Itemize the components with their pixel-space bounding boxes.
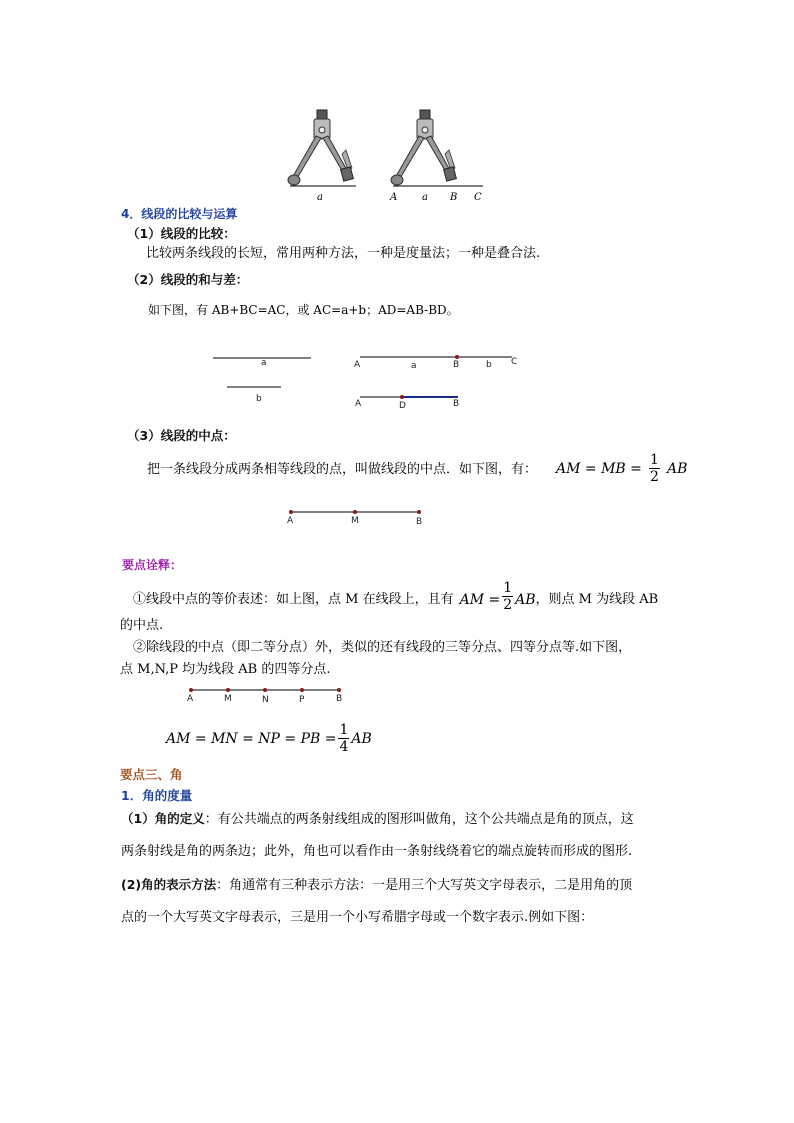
compass-figure-left — [280, 108, 370, 208]
adb-label-D: D — [399, 401, 406, 411]
fraction-one-half — [649, 452, 660, 485]
fraction-numerator: 1 — [649, 452, 659, 468]
note-item1-formula-right: AB — [515, 591, 536, 608]
section3-p2-label: (2)角的表示方法 — [121, 877, 217, 892]
note-title: 要点诠释： — [122, 558, 183, 572]
section3-p1-label: （1）角的定义 — [121, 811, 205, 826]
adb-label-B: B — [453, 399, 460, 409]
point-A — [189, 688, 193, 692]
fraction-one-quarter — [338, 722, 349, 755]
fraction-denominator: 2 — [503, 597, 513, 613]
note-item2-line2: 点 M,N,P 均为线段 AB 的四等分点. — [120, 662, 331, 677]
section3-p1-text: ：有公共端点的两条射线组成的图形叫做角，这个公共端点是角的顶点，这 — [204, 812, 634, 827]
section4-sub2-text: 如下图，有 AB+BC=AC，或 AC=a+b；AD=AB-BD。 — [148, 303, 459, 317]
midpoint-formula-left: AM = MB = — [556, 461, 642, 477]
compass-right-label-C: C — [474, 192, 482, 203]
segment-abc — [360, 352, 520, 362]
compass-right-label-B: B — [450, 192, 458, 203]
fraction-one-half-note — [502, 580, 513, 613]
segment-adb — [360, 392, 464, 402]
abc-label-a: a — [411, 361, 417, 371]
note-item1-formula-left: AM = — [459, 591, 501, 608]
quarter-formula-left: AM = MN = NP = PB = — [166, 730, 337, 747]
section3-p2-line1 — [121, 876, 632, 895]
section4-title: 4．线段的比较与运算 — [121, 207, 238, 221]
fraction-denominator: 2 — [649, 469, 659, 485]
fraction-denominator: 4 — [339, 739, 349, 755]
fraction-numerator: 1 — [503, 580, 513, 596]
point-B — [455, 355, 459, 359]
section3-p1-line1 — [121, 810, 634, 829]
segment-a-label: a — [261, 358, 267, 368]
note-item2-line1: ②除线段的中点（即二等分点）外，类似的还有线段的三等分点、四等分点等.如下图， — [133, 640, 632, 655]
section4-sub3-title: （3）线段的中点： — [127, 428, 236, 443]
section4-sub1-title: （1）线段的比较： — [127, 226, 236, 241]
quarter-label-N: N — [262, 695, 269, 705]
section4-sub2-title: （2）线段的和与差： — [127, 272, 249, 287]
section3-sub1-title: 1．角的度量 — [121, 788, 193, 803]
point-M — [226, 688, 230, 692]
quarter-formula — [166, 722, 372, 755]
midpoint-formula — [556, 452, 687, 485]
amb-label-A: A — [287, 516, 294, 526]
quarter-label-P: P — [299, 695, 305, 705]
segment-b — [227, 386, 287, 388]
quarter-formula-right: AB — [351, 730, 372, 747]
note-item1-cont: 的中点. — [120, 618, 164, 633]
abc-label-b: b — [486, 360, 492, 370]
section3-p2-line2: 点的一个大写英文字母表示，三是用一个小写希腊字母或一个数字表示.例如下图： — [121, 910, 594, 925]
point-M — [353, 510, 357, 514]
segment-b-label: b — [256, 394, 262, 404]
compass-right-label-A: A — [390, 192, 398, 203]
point-A — [289, 510, 293, 514]
point-N — [263, 688, 267, 692]
amb-label-B: B — [416, 517, 423, 527]
segment-quarters — [187, 685, 347, 695]
note-item1-post: ，则点 M 为线段 AB — [535, 591, 659, 607]
section3-p2-text: ：角通常有三种表示方法：一是用三个大写英文字母表示，二是用角的顶 — [216, 878, 633, 893]
note-item1 — [133, 580, 659, 613]
quarter-label-A: A — [187, 694, 194, 704]
point-P — [300, 688, 304, 692]
compass-figure-right — [385, 108, 485, 208]
abc-label-B: B — [453, 360, 460, 370]
section3-title: 要点三、角 — [120, 767, 183, 782]
point-B — [417, 510, 421, 514]
fraction-numerator: 1 — [339, 722, 349, 738]
point-B — [337, 688, 341, 692]
section3-p1-line2: 两条射线是角的两条边；此外，角也可以看作由一条射线绕着它的端点旋转而形成的图形. — [121, 844, 633, 859]
amb-label-M: M — [351, 516, 359, 526]
abc-label-A: A — [354, 360, 361, 370]
note-item1-pre: ①线段中点的等价表述：如上图，点 M 在线段上，且有 — [133, 591, 454, 607]
abc-label-C: C — [511, 357, 518, 367]
midpoint-formula-right: AB — [667, 461, 688, 477]
quarter-label-B: B — [336, 694, 343, 704]
section4-sub1-text: 比较两条线段的长短，常用两种方法，一种是度量法；一种是叠合法. — [146, 246, 541, 261]
compass-left-label: a — [317, 192, 323, 203]
compass-right-label-a: a — [422, 192, 428, 203]
quarter-label-M: M — [224, 694, 232, 704]
adb-label-A: A — [355, 399, 362, 409]
section4-sub3-text: 把一条线段分成两条相等线段的点，叫做线段的中点．如下图，有： — [147, 462, 538, 477]
point-D — [400, 395, 404, 399]
